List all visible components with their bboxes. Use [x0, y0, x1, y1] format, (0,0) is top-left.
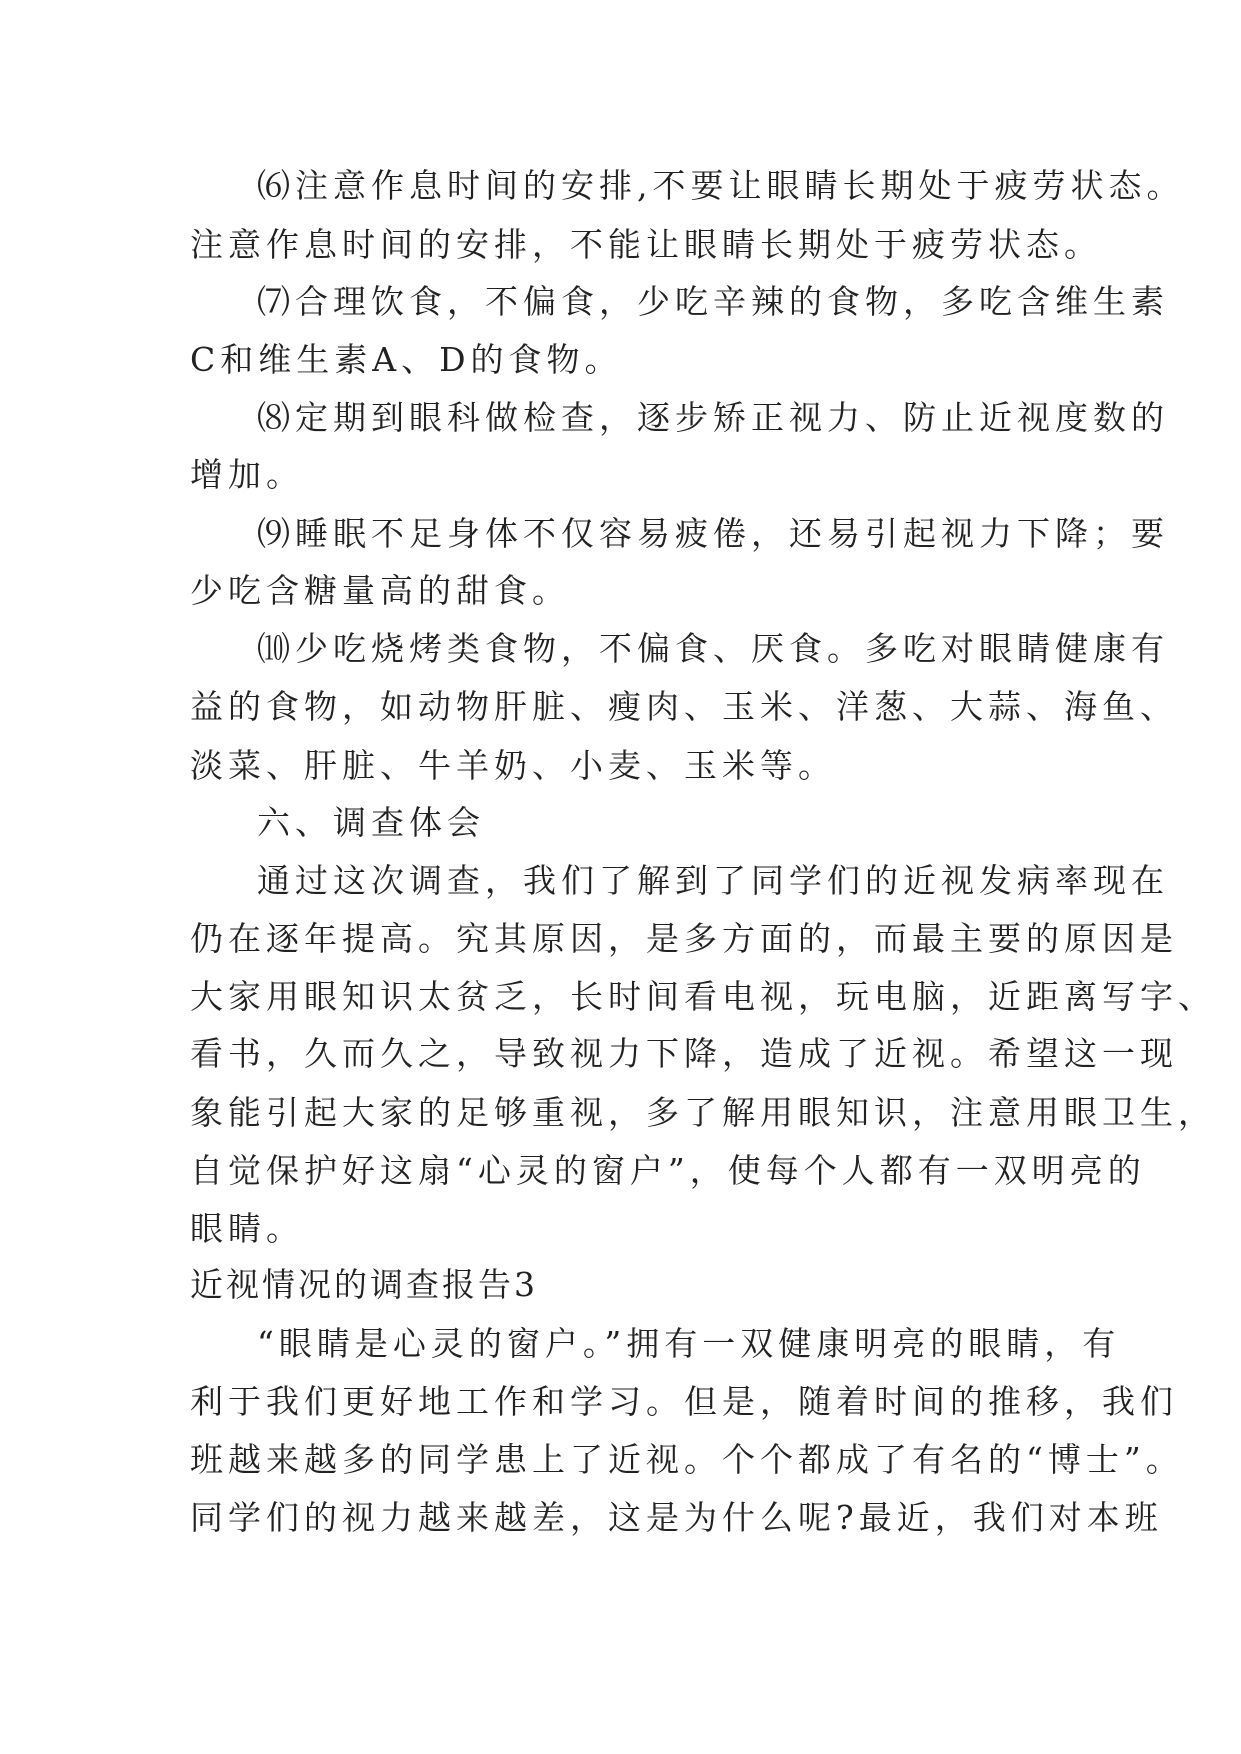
text-line: 象能引起大家的足够重视，多了解用眼知识，注意用眼卫生，: [190, 1093, 1216, 1132]
text-line: 增加。: [190, 455, 304, 494]
text-line: 仍在逐年提高。究其原因，是多方面的，而最主要的原因是: [190, 919, 1178, 958]
text-line: 看书，久而久之，导致视力下降，造成了近视。希望这一现: [190, 1034, 1178, 1073]
text-line: ⑽少吃烧烤类食物，不偏食、厌食。多吃对眼睛健康有: [257, 629, 1169, 668]
text-line: ⑹注意作息时间的安排,不要让眼睛长期处于疲劳状态。: [257, 166, 1185, 205]
text-line: 同学们的视力越来越差，这是为什么呢?最近，我们对本班: [190, 1498, 1163, 1537]
report-title: 近视情况的调查报告3: [190, 1265, 538, 1304]
text-line: 通过这次调查，我们了解到了同学们的近视发病率现在: [257, 861, 1169, 900]
text-line: 淡菜、肝脏、牛羊奶、小麦、玉米等。: [190, 746, 836, 785]
section-heading: 六、调查体会: [257, 803, 485, 842]
text-line: 少吃含糖量高的甜食。: [190, 571, 570, 610]
text-line: 自觉保护好这扇“心灵的窗户”，使每个人都有一双明亮的: [190, 1151, 1146, 1190]
text-line: C和维生素A、D的食物。: [190, 340, 623, 379]
text-line: 班越来越多的同学患上了近视。个个都成了有名的“博士”。: [190, 1440, 1184, 1479]
text-line: ⑺合理饮食，不偏食，少吃辛辣的食物，多吃含维生素: [257, 282, 1169, 321]
text-line: 大家用眼知识太贫乏，长时间看电视，玩电脑，近距离写字、: [190, 977, 1216, 1016]
text-line: ⑻定期到眼科做检查，逐步矫正视力、防止近视度数的: [257, 398, 1169, 437]
text-line: 利于我们更好地工作和学习。但是，随着时间的推移，我们: [190, 1382, 1178, 1421]
text-line: 注意作息时间的安排，不能让眼睛长期处于疲劳状态。: [190, 225, 1102, 264]
text-line: 眼睛。: [190, 1209, 304, 1248]
text-line: ⑼睡眠不足身体不仅容易疲倦，还易引起视力下降；要: [257, 514, 1169, 553]
text-line: “眼睛是心灵的窗户。”拥有一双健康明亮的眼睛，有: [257, 1324, 1121, 1363]
text-line: 益的食物，如动物肝脏、瘦肉、玉米、洋葱、大蒜、海鱼、: [190, 687, 1178, 726]
